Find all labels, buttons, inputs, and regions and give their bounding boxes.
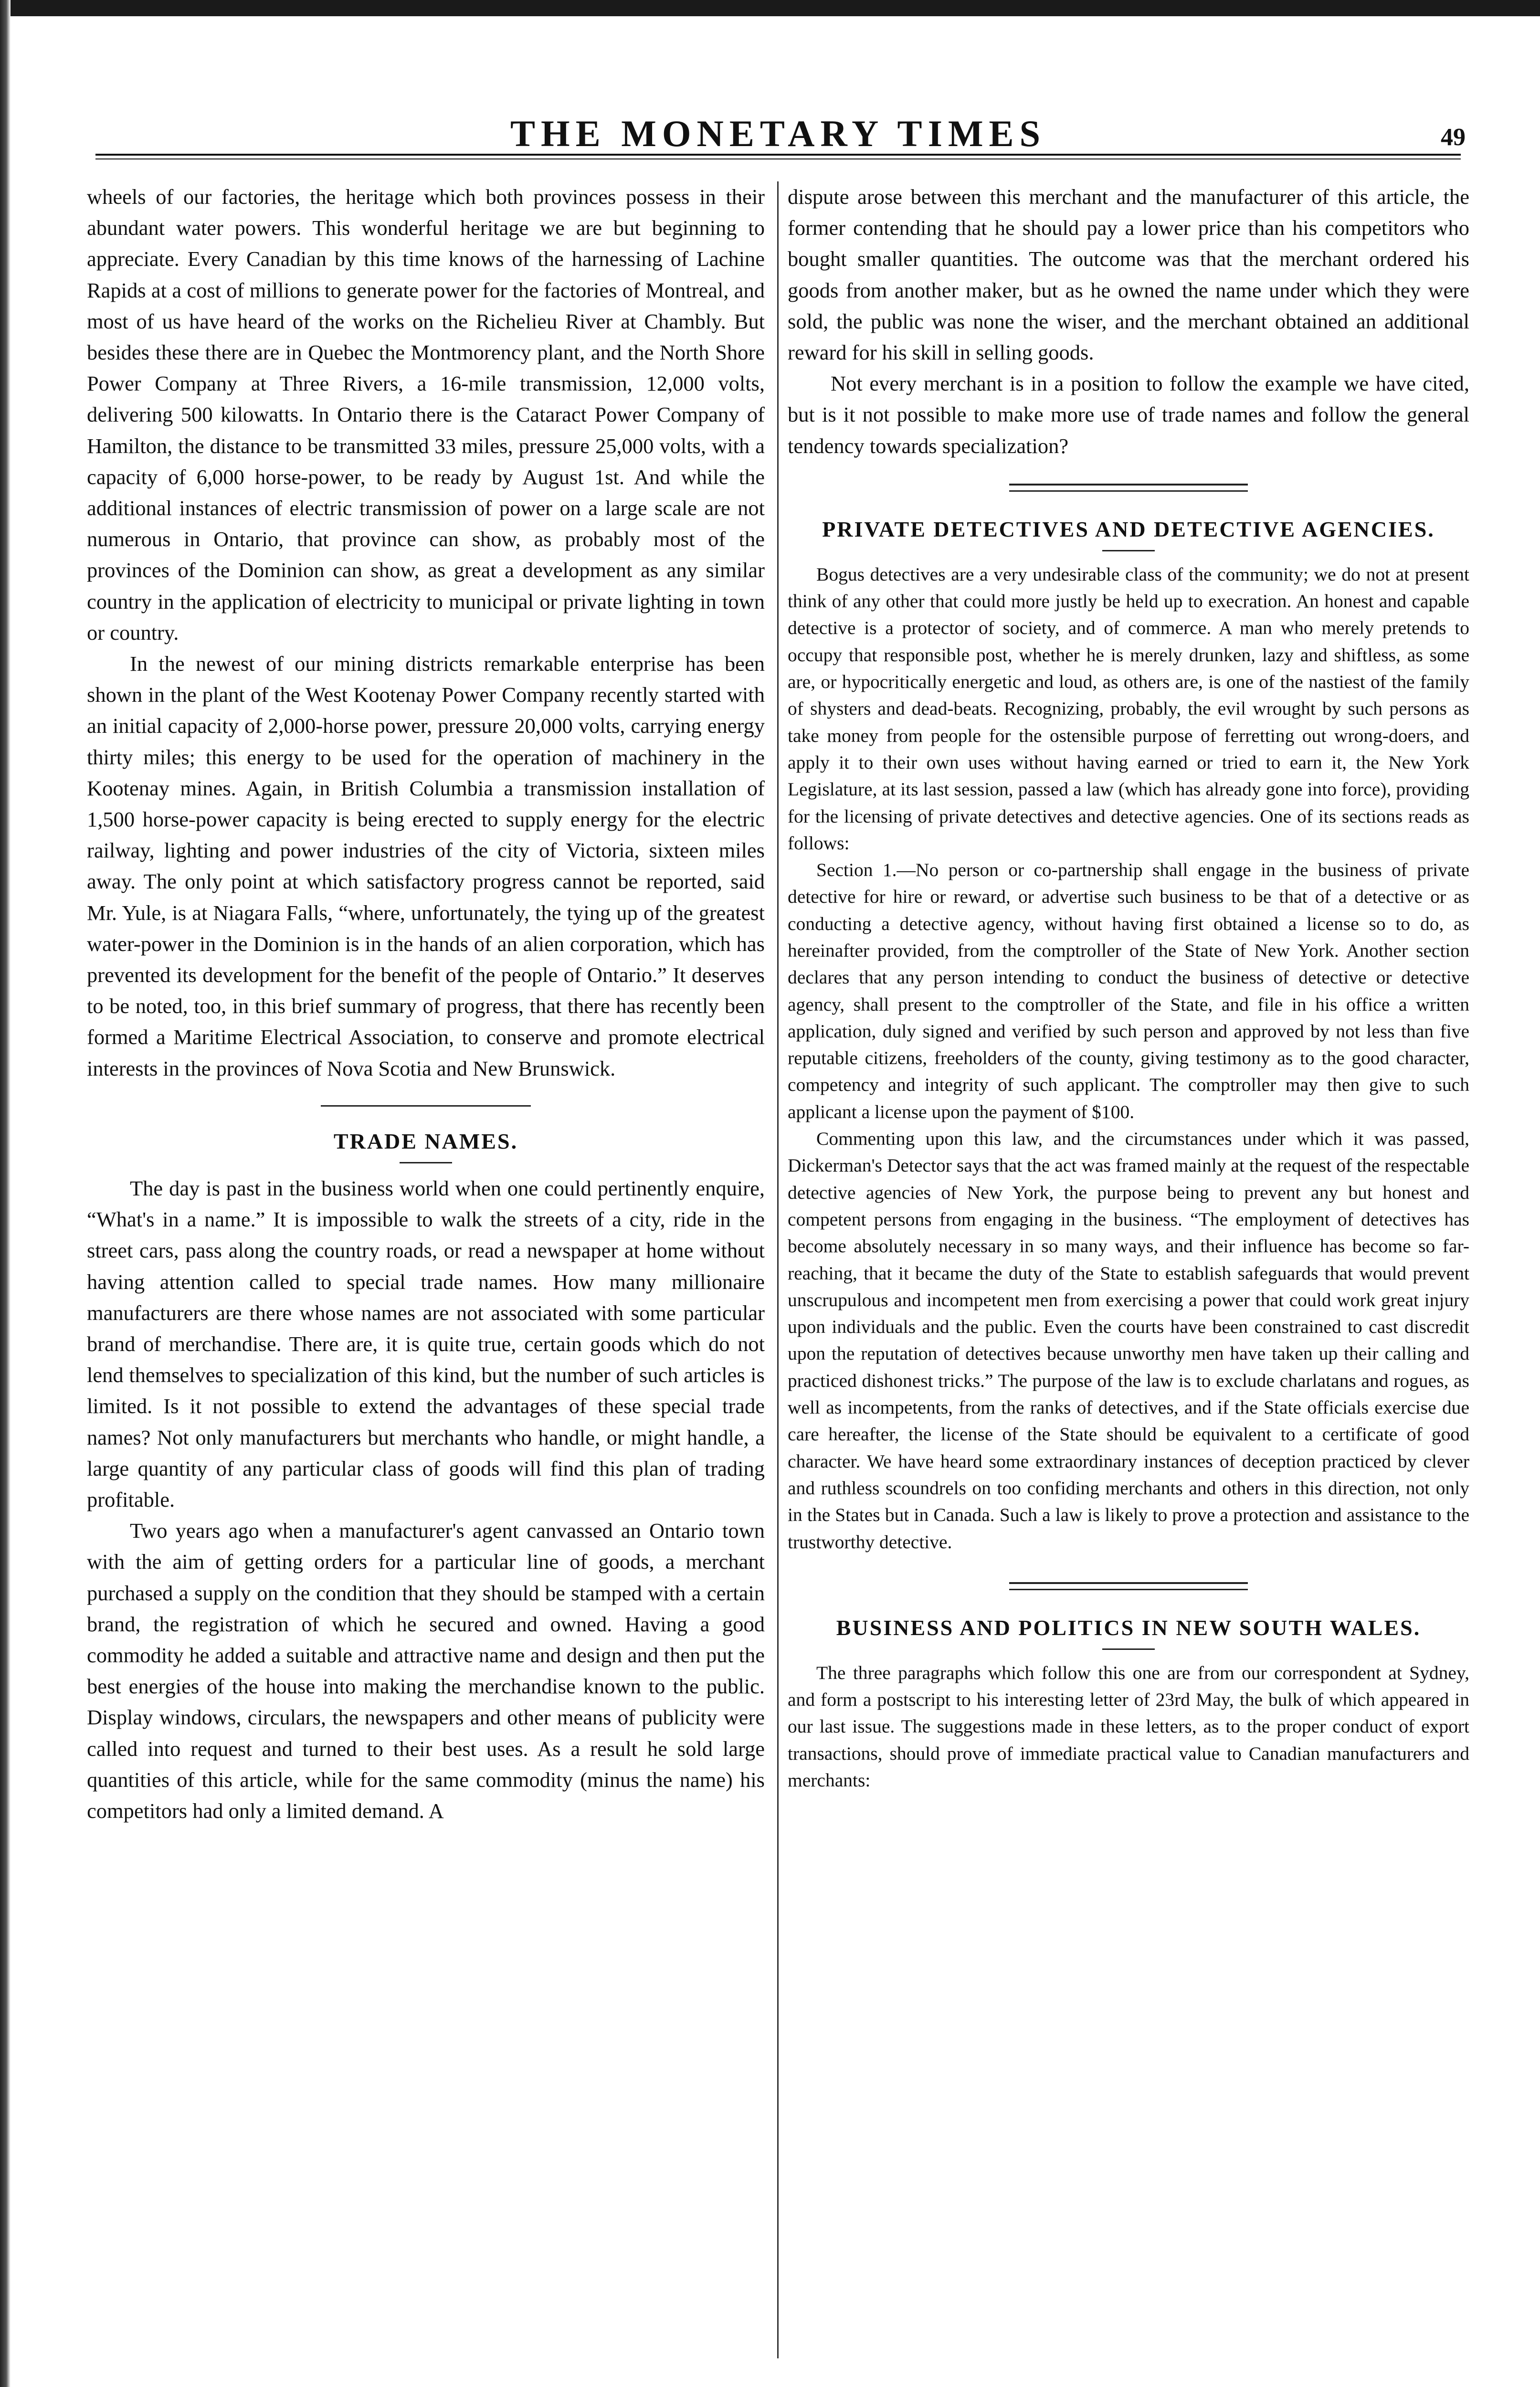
- page-number: 49: [1441, 124, 1466, 151]
- scan-border-top: [0, 0, 1540, 16]
- header-rule: [95, 154, 1461, 159]
- trade-names-paragraph-2: Two years ago when a manufacturer's agent canvassed an Ontario town with the aim of getting orders for a particular line of goods, a merchant purchased a supply on the condition that they should be stamped with a certain brand, the registration of which he secured and owned. Having a good commodity he added a suitable and attractive name and design and then put the best energies of the house into making the merchandise known to the public. Display windows, circulars, the newspapers and other means of publicity were called into request and turned to their best uses. As a result he sold large quantities of this article, while for the same commodity (minus the name) his competitors had only a limited demand. A: [87, 1519, 765, 1823]
- heading-underline: [1102, 1648, 1155, 1650]
- nsw-heading: BUSINESS AND POLITICS IN NEW SOUTH WALES.: [836, 1615, 1421, 1640]
- left-column: [87, 181, 765, 1827]
- trade-names-closing: Not every merchant is in a position to follow the example we have cited, but is it not possible to make more use of trade names and follow the general tendency towards specialization?: [788, 371, 1469, 458]
- detectives-paragraph-1: Bogus detectives are a very undesirable class of the community; we do not at present think of any other that could more justly be held up to execration. An honest and capable detective is a protector of society, and of commerce. A man who merely pretends to occupy that responsible post, whether he is merely drunken, lazy and shiftless, as some are, or hypocritically energetic and loud, as others are, is one of the nastiest of the family of shysters and dead-beats. Recognizing, probably, the evil wrought by such persons as take money from people for the ostensible purpose of ferretting out wrong-doers, and apply it to their own uses without having earned or tried to earn it, the New York Legislature, at its last session, passed a law (which has already gone into force), providing for the licensing of private detectives and detective agencies. One of its sections reads as follows:: [788, 563, 1469, 854]
- trade-names-paragraph-1: The day is past in the business world when one could pertinently enquire, “What's in a name.” It is impossible to walk the streets of a city, ride in the street cars, pass along the country roads, or read a newspaper at home without having attention called to special trade names. How many millionaire manufacturers are there whose names are not associated with some particular brand of merchandise. There are, it is quite true, certain goods which do not lend themselves to specialization of this kind, but the number of such articles is limited. Is it not possible to extend the advantages of these special trade names? Not only manufacturers but merchants who handle, or might handle, a large quantity of any particular class of goods will find this plan of trading profitable.: [87, 1176, 765, 1511]
- section-separator-rule: [1009, 484, 1248, 492]
- detectives-heading: PRIVATE DETECTIVES AND DETECTIVE AGENCIES.: [822, 517, 1435, 541]
- column-divider: [777, 181, 779, 2358]
- mining-paragraph: In the newest of our mining districts remarkable enterprise has been shown in the plant of the West Kootenay Power Company recently started with an initial capacity of 2,000-horse power, pressure 20,000 volts, carrying energy thirty miles; this energy to be used for the operation of machinery in the Kootenay mines. Again, in British Columbia a transmission installation of 1,500 horse-power capacity is being erected to supply energy for the electric railway, lighting and power industries of the city of Victoria, sixteen miles away. The only point at which satisfactory progress cannot be reported, said Mr. Yule, is at Niagara Falls, “where, unfortunately, the tying up of the greatest water-power in the Dominion is in the hands of an alien corporation, which has prevented its development for the benefit of the people of Ontario.” It deserves to be noted, too, in this brief summary of progress, that there has recently been formed a Maritime Electrical Association, to conserve and promote electrical interests in the provinces of Nova Scotia and New Brunswick.: [87, 652, 765, 1080]
- publication-title: THE MONETARY TIMES: [510, 113, 1046, 154]
- trade-names-continuation: dispute arose between this merchant and the manufacturer of this article, the former contending that he should pay a lower price than his competitors who bought smaller quantities. The outcome was that the merchant ordered his goods from another maker, but as he owned the name under which they were sold, the public was none the wiser, and the merchant obtained an additional reward for his skill in selling goods.: [788, 185, 1469, 365]
- intro-paragraph: wheels of our factories, the heritage which both provinces possess in their abundant water powers. This wonderful heritage we are but beginning to appreciate. Every Canadian by this time knows of the harnessing of Lachine Rapids at a cost of millions to generate power for the factories of Montreal, and most of us have heard of the works on the Richelieu River at Chambly. But besides these there are in Quebec the Montmorency plant, and the North Shore Power Company at Three Rivers, a 16-mile transmission, 12,000 volts, delivering 500 kilowatts. In Ontario there is the Cataract Power Company of Hamilton, the distance to be transmitted 33 miles, pressure 25,000 volts, with a capacity of 6,000 horse-power, to be ready by August 1st. And while the additional instances of electric transmission of power on a large scale are not numerous in Ontario, that province can show, as probably most of the provinces of the Dominion can show, as great a development as any similar country in the application of electricity to municipal or private lighting in town or country.: [87, 185, 765, 644]
- section-separator-rule: [1009, 1582, 1248, 1590]
- trade-names-heading: TRADE NAMES.: [333, 1129, 518, 1153]
- detectives-paragraph-3: Commenting upon this law, and the circumstances under which it was passed, Dickerman's Detector says that the act was framed mainly at the request of the respectable detective agencies of New York, the purpose being to prevent any but honest and competent persons from engaging in the business. “The employment of detectives has become absolutely necessary in so many ways, and their influence has become so far-reaching, that it became the duty of the State to establish safeguards that would prevent unscrupulous and incompetent men from exercising a power that could work great injury upon individuals and the public. Even the courts have been constrained to cast discredit upon the reputation of detectives because unworthy men have taken up their calling and practiced dishonest tricks.” The purpose of the law is to exclude charlatans and rogues, as well as incompetents, from the ranks of detectives, and if the State officials exercise due care hereafter, the license of the State should be equivalent to a certificate of good character. We have heard some extraordinary instances of deception practiced by clever and ruthless scoundrels on too confiding merchants and others in this direction, not only in the States but in Canada. Such a law is likely to prove a protection and assistance to the trustworthy detective.: [788, 1128, 1469, 1553]
- nsw-paragraph-1: The three paragraphs which follow this one are from our correspondent at Sydney, and form a postscript to his interesting letter of 23rd May, the bulk of which appeared in our last issue. The suggestions made in these letters, as to the proper conduct of export transactions, should prove of immediate practical value to Canadian manufacturers and merchants:: [788, 1662, 1469, 1791]
- scan-border-left: [0, 0, 11, 2387]
- heading-underline: [400, 1162, 452, 1163]
- detectives-paragraph-2: Section 1.—No person or co-partnership shall engage in the business of private detective for hire or reward, or advertise such business to be that of a detective or as conducting a detective agency, without having first obtained a license so to do, as hereinafter provided, from the comptroller of the State of New York. Another section declares that any person intending to conduct the business of detective or detective agency, shall present to the comptroller of the State, and file in his office a written application, duly signed and verified by such person and approved by not less than five reputable citizens, freeholders of the county, giving testimony as to the good character, competency and integrity of such applicant. The comptroller may then give to such applicant a license upon the payment of $100.: [788, 859, 1469, 1122]
- right-column: [788, 181, 1469, 1794]
- heading-underline: [1102, 550, 1155, 551]
